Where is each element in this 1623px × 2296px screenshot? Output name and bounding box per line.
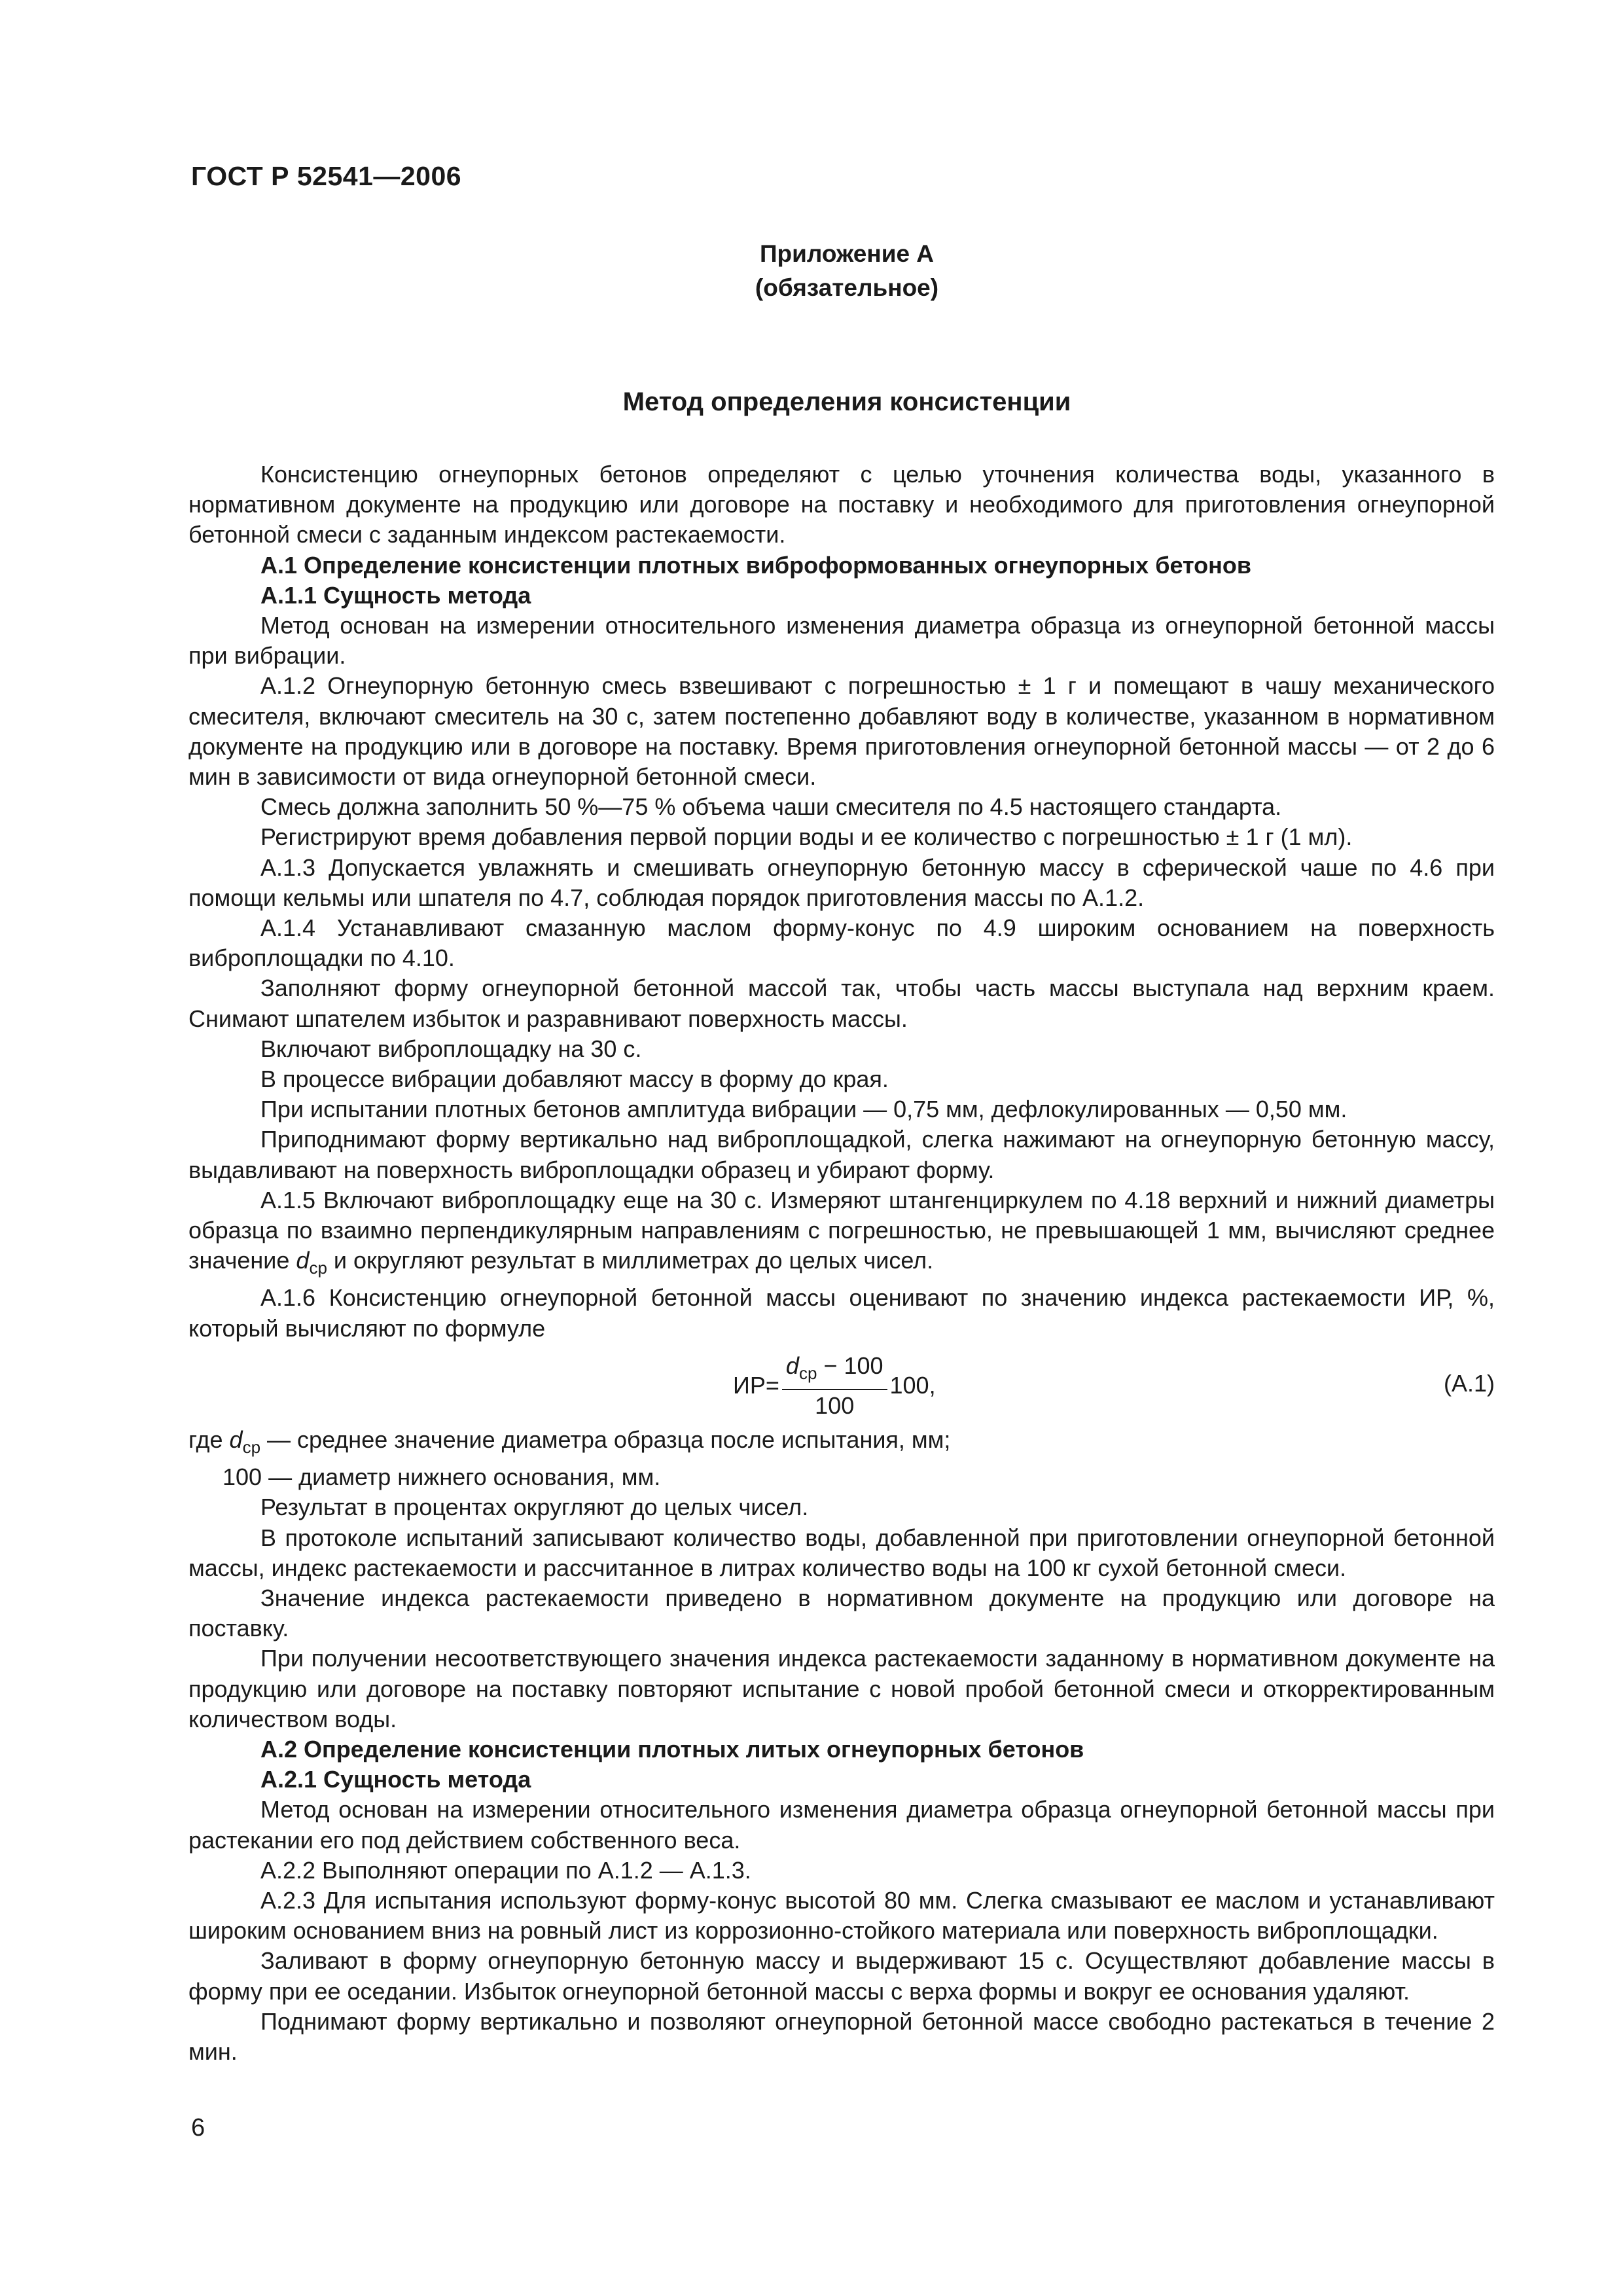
legend-1-subscript: ср [242, 1437, 261, 1457]
section-title: Метод определения консистенции [622, 387, 1071, 416]
a23-pour-paragraph: Заливают в форму огнеупорную бетонную массу и выдерживают 15 с. Осуществляют добавление массы в форму при ее оседании. Избыток огнеупорной бетонной массы с верха формы и вокруг ее основания удаляют. [188, 1947, 1495, 2005]
document-body [188, 459, 1495, 2067]
section-a21-heading: А.2.1 Сущность метода [260, 1766, 531, 1793]
a14-paragraph: А.1.4 Устанавливают смазанную маслом форму-конус по 4.9 широким основанием на поверхность виброплощадки по 4.10. [188, 914, 1495, 972]
formula-num-subscript: ср [798, 1363, 817, 1383]
a14-add-paragraph: В процессе вибрации добавляют массу в форму до края. [260, 1066, 889, 1093]
appendix-title: Приложение А [759, 240, 935, 267]
a15-variable: d [296, 1247, 310, 1274]
a12-paragraph: А.1.2 Огнеупорную бетонную смесь взвешивают с погрешностью ± 1 г и помещают в чашу механического смесителя, включают смеситель на 30 с, затем постепенно добавляют воду в количестве, указанном в нормативном документе на продукцию или в договоре на поставку. Время приготовления огнеупорной бетонной массы — от 2 до 6 мин в зависимости от вида огнеупорной бетонной смеси. [188, 672, 1495, 791]
formula-lhs: ИР= [733, 1372, 779, 1399]
intro-paragraph: Консистенцию огнеупорных бетонов определяют с целью уточнения количества воды, указанного в нормативном документе на продукцию или договоре на поставку и необходимого для приготовления огнеупорной бетонной смеси с заданным индексом растекаемости. [188, 461, 1495, 548]
a22-paragraph: А.2.2 Выполняют операции по А.1.2 — А.1.3. [260, 1856, 751, 1884]
legend-1-variable: d [229, 1426, 243, 1453]
a14-lift-paragraph: Приподнимают форму вертикально над виброплощадкой, слегка нажимают на огнеупорную бетонную массу, выдавливают на поверхность виброплощадки образец и убирают форму. [188, 1126, 1495, 1183]
legend-line-1 [188, 1425, 1495, 1462]
protocol-paragraph: В протоколе испытаний записывают количество воды, добавленной при приготовлении огнеупорной бетонной массы, индекс растекаемости и рассчитанное в литрах количество воды на 100 кг сухой бетонной смеси. [188, 1524, 1495, 1581]
mismatch-paragraph: При получении несоответствующего значения индекса растекаемости заданному в нормативном документе на продукцию или договоре на поставку повторяют испытание с новой пробой бетонной смеси и откорректированным количеством воды. [188, 1645, 1495, 1732]
legend-1-pre: где [188, 1426, 230, 1453]
a12-register-paragraph: Регистрируют время добавления первой порции воды и ее количество с погрешностью ± 1 г (1 мл). [260, 823, 1353, 851]
formula-a1 [188, 1346, 1495, 1420]
result-paragraph: Результат в процентах округляют до целых чисел. [260, 1494, 809, 1521]
index-value-paragraph: Значение индекса растекаемости приведено в нормативном документе на продукцию или договоре на поставку. [188, 1584, 1495, 1642]
a23-lift-paragraph: Поднимают форму вертикально и позволяют огнеупорной бетонной массе свободно растекаться в течение 2 мин. [188, 2007, 1495, 2065]
a21-essence: Метод основан на измерении относительного изменения диаметра образца огнеупорной бетонной массы при растекании его под действием собственного веса. [188, 1796, 1495, 1854]
section-a2-heading: А.2 Определение консистенции плотных литых огнеупорных бетонов [260, 1735, 1084, 1763]
a15-paragraph [188, 1185, 1495, 1283]
section-a11-heading: А.1.1 Сущность метода [260, 581, 531, 609]
formula-fraction [782, 1352, 887, 1420]
a12-fill-paragraph: Смесь должна заполнить 50 %—75 % объема чаши смесителя по 4.5 настоящего стандарта. [260, 793, 1282, 821]
a15-text-post: и округляют результат в миллиметрах до целых чисел. [327, 1247, 934, 1274]
a14-fill-paragraph: Заполняют форму огнеупорной бетонной массой так, чтобы часть массы выступала над верхним краем. Снимают шпателем избыток и разравнивают поверхность массы. [188, 975, 1495, 1032]
standard-designation: ГОСТ Р 52541—2006 [191, 161, 462, 191]
a11-essence: Метод основан на измерении относительного изменения диаметра образца из огнеупорной бетонной массы при вибрации. [188, 612, 1495, 670]
legend-1-post: — среднее значение диаметра образца после испытания, мм; [260, 1426, 951, 1453]
a15-subscript: ср [309, 1258, 327, 1278]
appendix-heading [0, 237, 1623, 305]
formula-numerator [782, 1352, 887, 1390]
legend-line-2: 100 — диаметр нижнего основания, мм. [223, 1463, 661, 1491]
formula-tail: 100, [889, 1372, 936, 1399]
formula-denominator: 100 [815, 1391, 855, 1419]
page-number: 6 [191, 2114, 205, 2142]
a14-amplitude-paragraph: При испытании плотных бетонов амплитуда вибрации — 0,75 мм, дефлокулированных — 0,50 мм. [260, 1096, 1347, 1123]
section-a1-heading: А.1 Определение консистенции плотных виброформованных огнеупорных бетонов [260, 551, 1252, 579]
formula-expression [733, 1352, 936, 1420]
formula-num-variable: d [785, 1352, 799, 1379]
formula-number: (А.1) [1443, 1369, 1495, 1397]
a14-vibrate-paragraph: Включают виброплощадку на 30 с. [260, 1035, 642, 1062]
a15-text-pre: А.1.5 Включают виброплощадку еще на 30 с. Измеряют штангенциркулем по 4.18 верхний и нижний диаметры образца по взаимно перпендикулярным направлениям с погрешностью, не превышающей 1 мм, вычисляют среднее значение [188, 1186, 1495, 1274]
formula-num-rest: − 100 [817, 1352, 883, 1379]
a23-paragraph: А.2.3 Для испытания используют форму-конус высотой 80 мм. Слегка смазывают ее маслом и устанавливают широким основанием вниз на ровный лист из коррозионно-стойкого материала или поверхность виброплощадки. [188, 1886, 1495, 1945]
a16-paragraph: А.1.6 Консистенцию огнеупорной бетонной массы оценивают по значению индекса растекаемости ИР, %, который вычисляют по формуле [188, 1284, 1495, 1342]
appendix-status: (обязательное) [755, 274, 939, 301]
a13-paragraph: А.1.3 Допускается увлажнять и смешивать огнеупорную бетонную массу в сферической чаше по 4.6 при помощи кельмы или шпателя по 4.7, соблюдая порядок приготовления массы по А.1.2. [188, 853, 1495, 911]
